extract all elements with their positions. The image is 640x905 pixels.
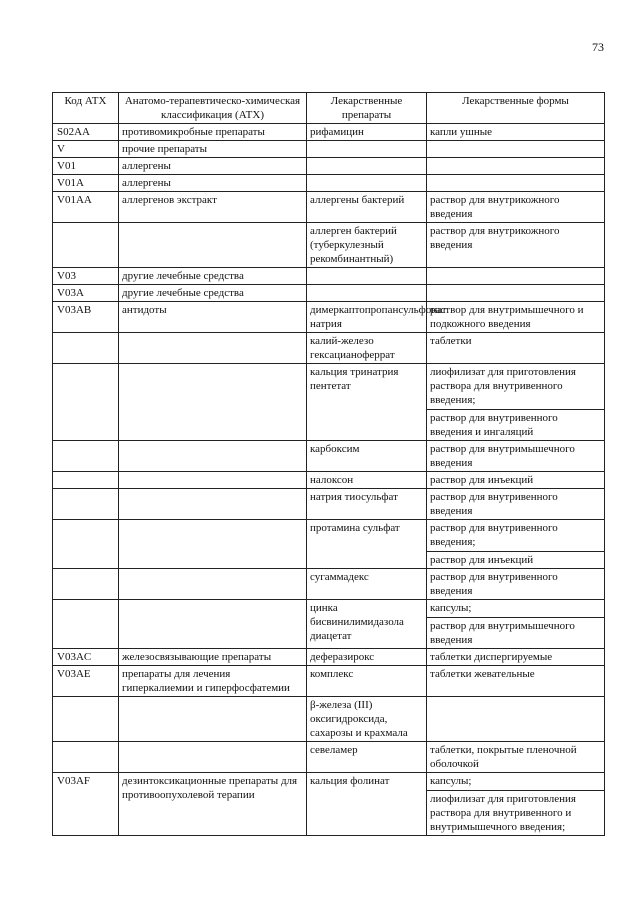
dosage-form: лиофилизат для приготовления раствора для внутривенного и внутримышечного введения;: [427, 790, 604, 834]
table-row: [53, 489, 605, 520]
atc-drug-table: [52, 92, 605, 836]
dosage-forms-cell: [427, 192, 605, 223]
atc-class-cell: препараты для лечения гиперкалиемии и гиперфосфатемии: [119, 666, 307, 697]
atc-class-cell: [119, 364, 307, 441]
drug-cell: кальция фолинат: [307, 773, 427, 836]
dosage-forms-cell: [427, 364, 605, 441]
atc-code-cell: V03A: [53, 285, 119, 302]
dosage-forms-cell: [427, 441, 605, 472]
atc-code-cell: [53, 472, 119, 489]
drug-cell: β-железа (III) оксигидроксида, сахарозы и крахмала: [307, 697, 427, 742]
drug-cell: [307, 268, 427, 285]
dosage-form: таблетки диспергируемые: [430, 651, 553, 663]
table-row: [53, 302, 605, 333]
atc-code-cell: V01: [53, 158, 119, 175]
atc-class-cell: [119, 333, 307, 364]
table-row: [53, 520, 605, 569]
dosage-forms-cell: [427, 268, 605, 285]
atc-code-cell: [53, 364, 119, 441]
atc-code-cell: [53, 697, 119, 742]
atc-code-cell: [53, 569, 119, 600]
table-row: [53, 742, 605, 773]
drug-cell: [307, 158, 427, 175]
atc-class-cell: [119, 569, 307, 600]
atc-code-cell: V03AC: [53, 649, 119, 666]
drug-cell: протамина сульфат: [307, 520, 427, 569]
table-row: [53, 364, 605, 441]
dosage-form: таблетки жевательные: [430, 668, 535, 680]
dosage-form: раствор для внутривенного введения;: [430, 522, 558, 548]
page-number: 73: [592, 40, 604, 54]
atc-code-cell: V03: [53, 268, 119, 285]
drug-cell: севеламер: [307, 742, 427, 773]
atc-code-cell: [53, 489, 119, 520]
atc-code-cell: V03AF: [53, 773, 119, 836]
dosage-forms-cell: [427, 666, 605, 697]
table-header-row: [53, 93, 605, 124]
drug-cell: карбоксим: [307, 441, 427, 472]
table-row: [53, 697, 605, 742]
atc-class-cell: железосвязывающие препараты: [119, 649, 307, 666]
dosage-forms-cell: [427, 141, 605, 158]
table-row: [53, 441, 605, 472]
dosage-forms-cell: [427, 158, 605, 175]
dosage-form: раствор для внутрикожного введения: [430, 225, 560, 251]
table-row: [53, 333, 605, 364]
header-drugs: Лекарственные препараты: [307, 93, 427, 124]
dosage-form: раствор для внутримышечного введения: [427, 617, 604, 647]
atc-class-cell: [119, 600, 307, 649]
drug-cell: [307, 141, 427, 158]
table-row: [53, 268, 605, 285]
dosage-forms-cell: [427, 489, 605, 520]
table-row: [53, 600, 605, 649]
atc-class-cell: аллергены: [119, 175, 307, 192]
atc-code-cell: V01AA: [53, 192, 119, 223]
dosage-form: таблетки: [430, 335, 472, 347]
dosage-forms-cell: [427, 223, 605, 268]
drug-cell: натрия тиосульфат: [307, 489, 427, 520]
dosage-forms-cell: [427, 649, 605, 666]
drug-cell: рифамицин: [307, 124, 427, 141]
atc-class-cell: аллергенов экстракт: [119, 192, 307, 223]
dosage-forms-cell: [427, 175, 605, 192]
atc-code-cell: V01A: [53, 175, 119, 192]
dosage-forms-cell: [427, 773, 605, 836]
drug-cell: [307, 285, 427, 302]
drug-cell: цинка бисвинилимидазола диацетат: [307, 600, 427, 649]
dosage-form: раствор для внутривенного введения и ингаляций: [427, 409, 604, 439]
dosage-forms-cell: [427, 472, 605, 489]
atc-class-cell: [119, 223, 307, 268]
atc-code-cell: [53, 600, 119, 649]
atc-class-cell: [119, 697, 307, 742]
table-row: [53, 158, 605, 175]
header-atc-code: Код АТХ: [53, 93, 119, 124]
atc-class-cell: [119, 489, 307, 520]
dosage-forms-cell: [427, 302, 605, 333]
table-row: [53, 223, 605, 268]
atc-class-cell: прочие препараты: [119, 141, 307, 158]
dosage-form: раствор для инъекций: [430, 474, 534, 486]
dosage-form: раствор для внутривенного введения: [430, 491, 558, 517]
atc-code-cell: V03AE: [53, 666, 119, 697]
dosage-form: капсулы;: [430, 775, 472, 787]
dosage-forms-cell: [427, 333, 605, 364]
table-row: [53, 124, 605, 141]
dosage-form: раствор для инъекций: [427, 551, 604, 567]
atc-code-cell: [53, 441, 119, 472]
table-row: [53, 773, 605, 836]
drug-cell: аллерген бактерий (туберкулезный рекомбинантный): [307, 223, 427, 268]
atc-code-cell: S02AA: [53, 124, 119, 141]
table-row: [53, 472, 605, 489]
dosage-form: капли ушные: [430, 126, 493, 138]
dosage-form: таблетки, покрытые пленочной оболочкой: [430, 744, 577, 770]
drug-cell: [307, 175, 427, 192]
atc-code-cell: [53, 223, 119, 268]
dosage-form: раствор для внутривенного введения: [430, 571, 558, 597]
table-row: [53, 666, 605, 697]
atc-code-cell: [53, 333, 119, 364]
atc-code-cell: V03AB: [53, 302, 119, 333]
atc-class-cell: другие лечебные средства: [119, 285, 307, 302]
dosage-form: капсулы;: [430, 602, 472, 614]
dosage-forms-cell: [427, 124, 605, 141]
atc-class-cell: [119, 520, 307, 569]
atc-class-cell: другие лечебные средства: [119, 268, 307, 285]
header-dosage-forms: Лекарственные формы: [427, 93, 605, 124]
drug-cell: аллергены бактерий: [307, 192, 427, 223]
drug-cell: налоксон: [307, 472, 427, 489]
table-row: [53, 569, 605, 600]
dosage-forms-cell: [427, 569, 605, 600]
table-row: [53, 141, 605, 158]
dosage-form: раствор для внутрикожного введения: [430, 194, 560, 220]
atc-code-cell: [53, 742, 119, 773]
dosage-form: лиофилизат для приготовления раствора для внутривенного введения;: [430, 366, 576, 406]
dosage-forms-cell: [427, 520, 605, 569]
dosage-form: раствор для внутримышечного введения: [430, 443, 575, 469]
atc-class-cell: [119, 472, 307, 489]
atc-class-cell: аллергены: [119, 158, 307, 175]
drug-cell: кальция тринатрия пентетат: [307, 364, 427, 441]
atc-class-cell: антидоты: [119, 302, 307, 333]
atc-class-cell: [119, 441, 307, 472]
dosage-forms-cell: [427, 285, 605, 302]
drug-cell: деферазирокс: [307, 649, 427, 666]
atc-class-cell: противомикробные препараты: [119, 124, 307, 141]
atc-class-cell: дезинтоксикационные препараты для противоопухолевой терапии: [119, 773, 307, 836]
drug-cell: сугаммадекс: [307, 569, 427, 600]
header-atc-classification: Анатомо-терапевтическо-химическая классификация (АТХ): [119, 93, 307, 124]
dosage-forms-cell: [427, 600, 605, 649]
dosage-form: раствор для внутримышечного и подкожного введения: [430, 304, 584, 330]
drug-cell: комплекс: [307, 666, 427, 697]
dosage-forms-cell: [427, 742, 605, 773]
table-row: [53, 649, 605, 666]
drug-cell: димеркаптопропансульфонат натрия: [307, 302, 427, 333]
table-row: [53, 285, 605, 302]
atc-code-cell: [53, 520, 119, 569]
atc-code-cell: V: [53, 141, 119, 158]
atc-class-cell: [119, 742, 307, 773]
table-row: [53, 192, 605, 223]
table-row: [53, 175, 605, 192]
dosage-forms-cell: [427, 697, 605, 742]
drug-cell: калий-железо гексацианоферрат: [307, 333, 427, 364]
